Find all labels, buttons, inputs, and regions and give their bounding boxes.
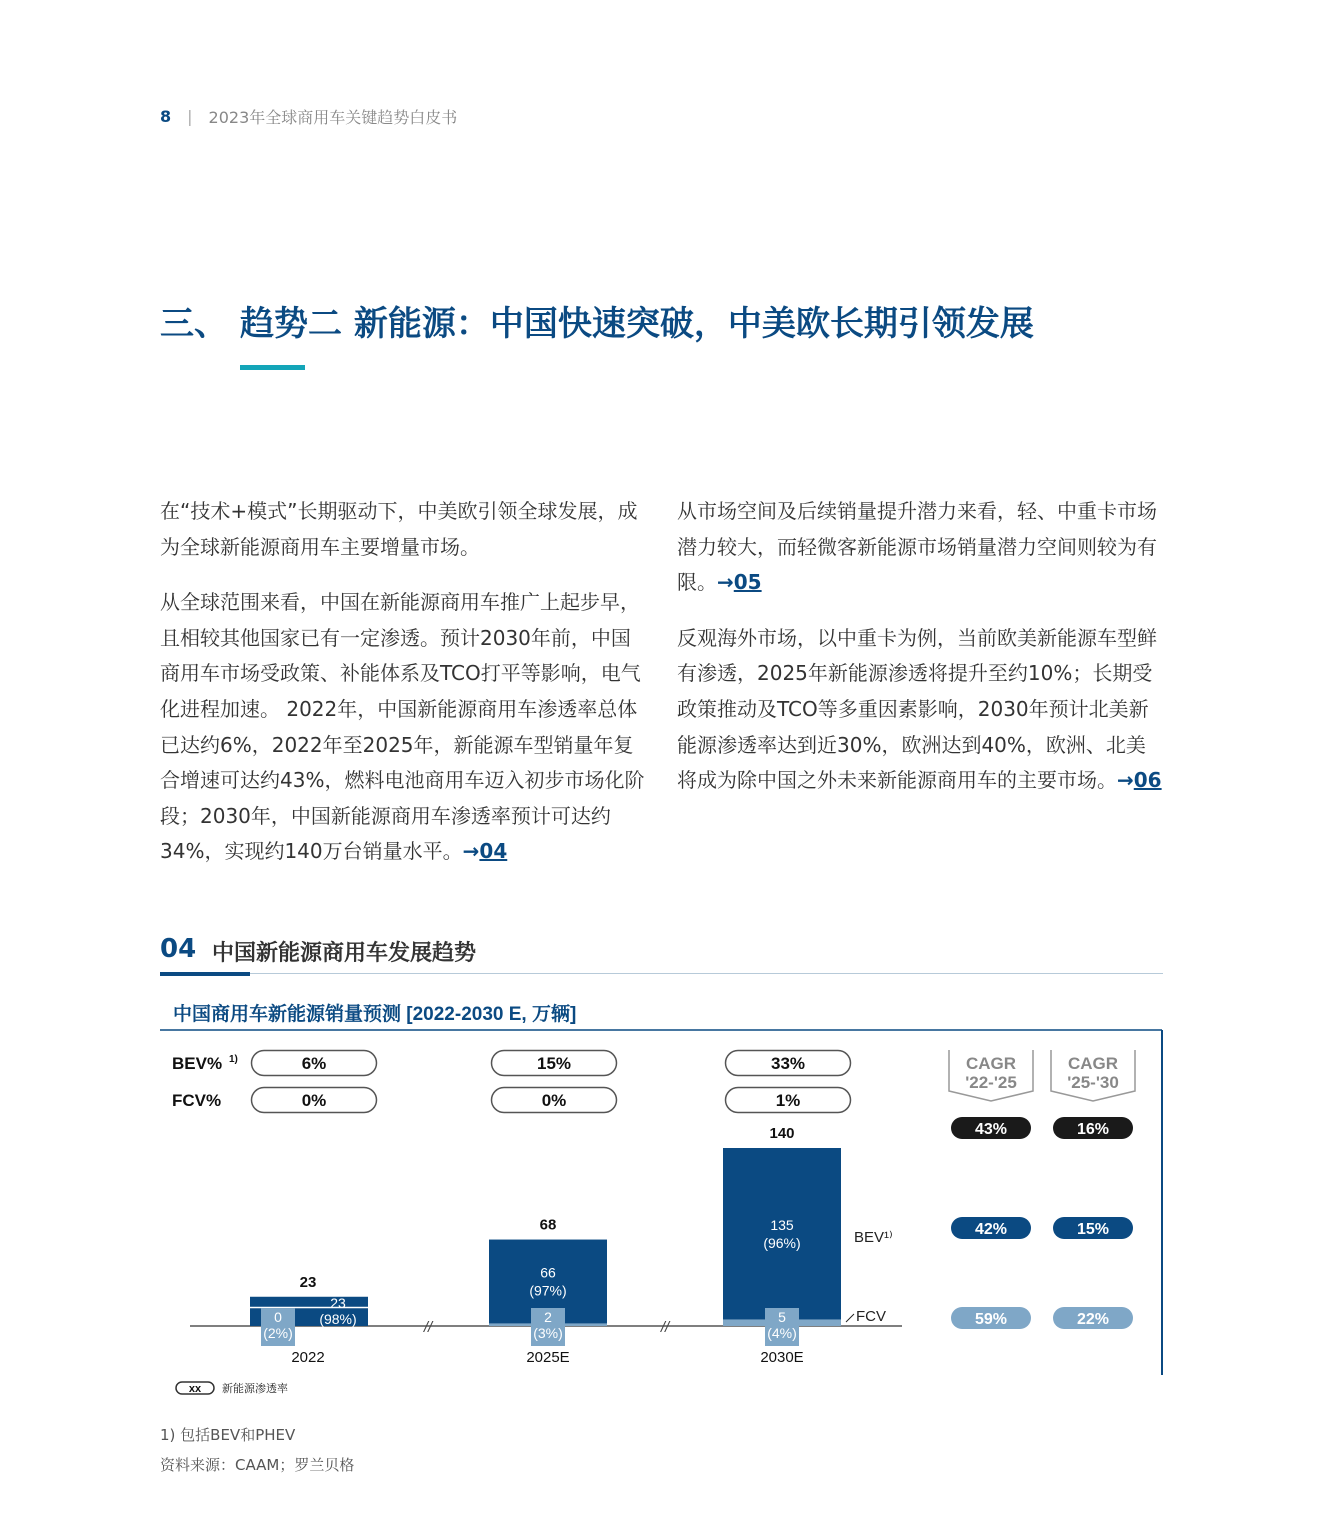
section-title — [160, 296, 1034, 345]
paragraph-text: 从市场空间及后续销量提升潜力来看，轻、中重卡市场潜力较大，而轻微客新能源市场销量潜力空间则较为有限。 — [677, 499, 1157, 595]
x-tick-label: 2030E — [760, 1349, 804, 1366]
sales-forecast-chart — [160, 990, 1164, 1410]
figure-number-bar — [160, 972, 250, 976]
bar-total-label: 68 — [539, 1216, 557, 1234]
penetration-value: 0% — [541, 1091, 567, 1110]
axis-break-mark: // — [660, 1319, 670, 1336]
figure-title: 中国新能源商用车发展趋势 — [212, 941, 477, 966]
bar-bev-value-label: 66 — [540, 1264, 556, 1281]
penetration-value: 33% — [770, 1054, 806, 1073]
penetration-row-footnote-mark: 1) — [229, 1054, 238, 1065]
arrow-icon: → — [462, 839, 480, 864]
paragraph-text: 在“技术+模式”长期驱动下，中美欧引领全球发展，成为全球新能源商用车主要增量市场。 — [160, 499, 638, 559]
legend-label: 新能源渗透率 — [222, 1383, 288, 1395]
arrow-icon: → — [1117, 768, 1134, 793]
section-number: 三、 — [160, 304, 228, 344]
arrow-icon: → — [717, 570, 734, 595]
bar-bev-value-label: 135 — [770, 1216, 794, 1233]
bar-fcv-value-label: 2 — [544, 1309, 552, 1325]
figure-ref-link-05[interactable]: 05 — [733, 570, 762, 595]
cagr-header-line1: CAGR — [965, 1054, 1017, 1073]
series-label-bev: BEV¹⁾ — [854, 1228, 893, 1246]
bar-total-label: 140 — [769, 1125, 795, 1142]
cagr-value: 15% — [1076, 1221, 1110, 1238]
penetration-value: 6% — [301, 1054, 327, 1073]
bar-fcv-share-label: (2%) — [263, 1325, 293, 1341]
paragraph-text: 反观海外市场，以中重卡为例，当前欧美新能源车型鲜有渗透，2025年新能源渗透将提升至约10%；长期受政策推动及TCO等多重因素影响，2030年预计北美新能源渗透率达到近30%，欧洲达到40%，欧洲、北美将成为除中国之外未来新能源商用车的主要市场。 — [677, 625, 1157, 793]
cagr-value: 16% — [1076, 1121, 1110, 1138]
paragraph-text: 从全球范围来看，中国在新能源商用车推广上起步早，且相较其他国家已有一定渗透。预计2030年前，中国商用车市场受政策、补能体系及TCO打平等影响，电气化进程加速。 2022年，中国新能源商用车渗透率总体已达约6%，2022年至2025年，新能源车型销量年复合增速可达约43%，燃料电池商用车迈入初步市场化阶段；2030年，中国新能源商用车渗透率预计可达约34%，实现约140万台销量水平。 — [160, 590, 645, 864]
cagr-header-line2: '25-'30 — [1067, 1073, 1119, 1092]
source-note: 资料来源：CAAM；罗兰贝格 — [160, 1456, 355, 1474]
bar-bev-share-label: (98%) — [319, 1311, 357, 1327]
cagr-header-line2: '22-'25 — [965, 1073, 1017, 1092]
body-column-right — [677, 494, 1163, 819]
axis-break-mark: // — [423, 1319, 433, 1336]
bar-fcv-share-label: (4%) — [767, 1325, 797, 1341]
bar-bev-share-label: (96%) — [763, 1234, 801, 1251]
bar-bev-share-label: (97%) — [529, 1282, 567, 1299]
paragraph — [677, 494, 1163, 601]
page-header — [160, 104, 457, 128]
legend-sample-text: xx — [188, 1383, 202, 1395]
penetration-value: 1% — [775, 1091, 801, 1110]
figure-number: 04 — [160, 934, 197, 964]
cagr-value: 59% — [974, 1311, 1008, 1328]
series-label-fcv-leader — [846, 1314, 854, 1322]
header-separator: | — [187, 106, 193, 126]
figure-heading — [160, 932, 1163, 974]
paragraph — [160, 585, 646, 870]
footnote: 1) 包括BEV和PHEV — [160, 1426, 296, 1444]
document-title: 2023年全球商用车关键趋势白皮书 — [208, 107, 458, 127]
cagr-value: 22% — [1076, 1311, 1110, 1328]
bar-total-label: 23 — [299, 1273, 317, 1291]
penetration-value: 15% — [536, 1054, 572, 1073]
chart-title: 中国商用车新能源销量预测 [2022-2030 E, 万辆] — [173, 1004, 577, 1025]
bar-fcv-share-label: (3%) — [533, 1325, 563, 1341]
x-tick-label: 2025E — [526, 1349, 570, 1366]
cagr-header-line1: CAGR — [1067, 1054, 1119, 1073]
section-title-text: 趋势二 新能源：中国快速突破，中美欧长期引领发展 — [240, 304, 1034, 344]
page-number: 8 — [160, 106, 172, 126]
paragraph — [160, 494, 646, 565]
penetration-row-label: BEV% — [172, 1054, 223, 1073]
title-underline — [240, 365, 305, 370]
figure-ref-link-04[interactable]: 04 — [479, 839, 508, 864]
bar-fcv-value-label: 0 — [274, 1309, 282, 1325]
body-column-left — [160, 494, 646, 890]
penetration-row-label: FCV% — [172, 1091, 222, 1110]
cagr-value: 43% — [974, 1121, 1008, 1138]
cagr-value: 42% — [974, 1221, 1008, 1238]
bar-fcv-value-label: 5 — [778, 1309, 786, 1325]
figure-ref-link-06[interactable]: 06 — [1133, 768, 1162, 793]
bar-bev-value-label: 23 — [330, 1295, 346, 1311]
bar-bev — [723, 1148, 841, 1320]
penetration-value: 0% — [301, 1091, 327, 1110]
series-label-fcv: FCV — [856, 1308, 886, 1325]
x-tick-label: 2022 — [291, 1349, 325, 1366]
paragraph — [677, 621, 1163, 799]
chart-svg — [160, 990, 1164, 1410]
